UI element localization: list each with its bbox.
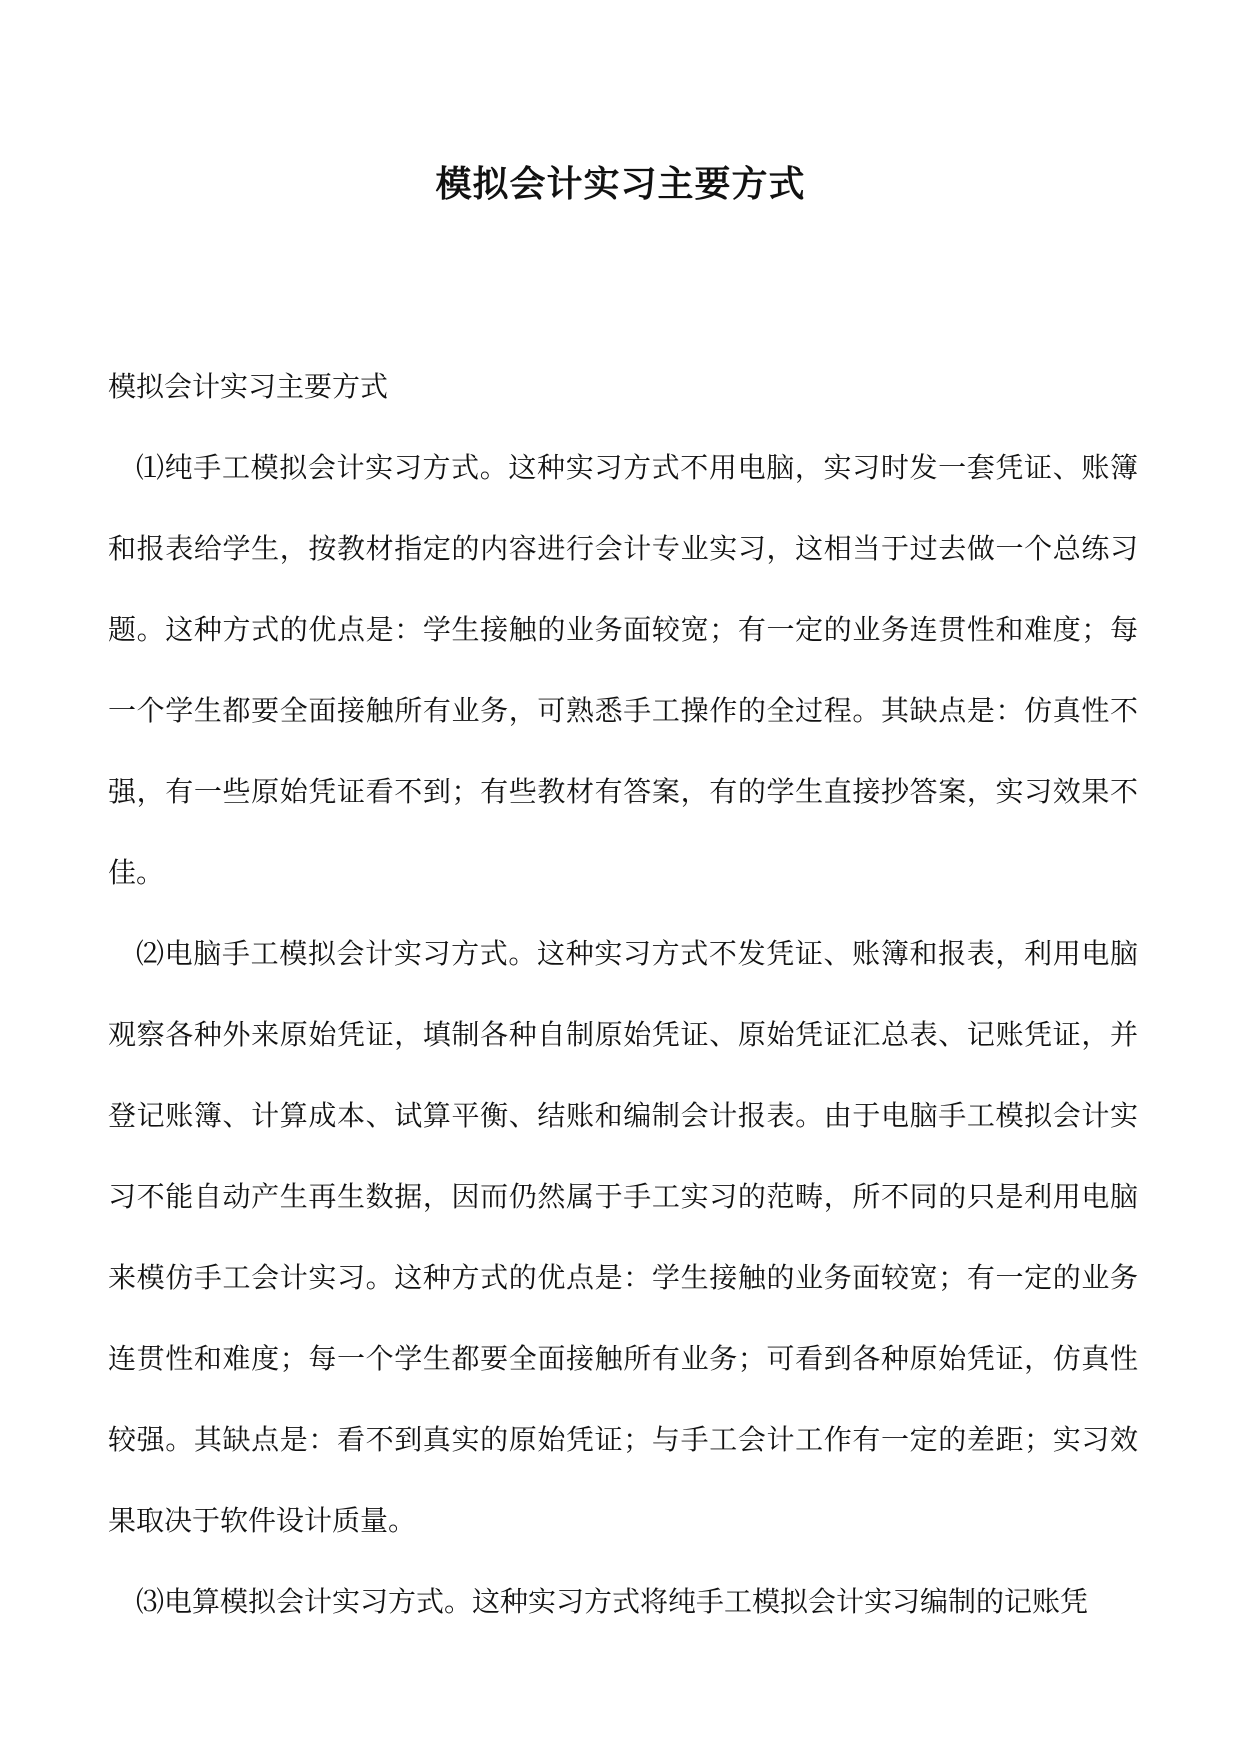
section-heading: 模拟会计实习主要方式 <box>108 370 389 403</box>
document-title: 模拟会计实习主要方式 <box>435 163 806 205</box>
document-body <box>108 346 1138 1642</box>
paragraph-3: ⑶电算模拟会计实习方式。这种实习方式将纯手工模拟会计实习编制的记账凭 <box>136 1585 1089 1618</box>
paragraph-2: ⑵电脑手工模拟会计实习方式。这种实习方式不发凭证、账簿和报表，利用电脑观察各种外来原始凭证，填制各种自制原始凭证、原始凭证汇总表、记账凭证，并登记账簿、计算成本、试算平衡、结账和编制会计报表。由于电脑手工模拟会计实习不能自动产生再生数据，因而仍然属于手工实习的范畴，所不同的只是利用电脑来模仿手工会计实习。这种方式的优点是：学生接触的业务面较宽；有一定的业务连贯性和难度；每一个学生都要全面接触所有业务；可看到各种原始凭证，仿真性较强。其缺点是：看不到真实的原始凭证；与手工会计工作有一定的差距；实习效果取决于软件设计质量。 <box>108 937 1138 1537</box>
paragraph-1: ⑴纯手工模拟会计实习方式。这种实习方式不用电脑，实习时发一套凭证、账簿和报表给学生，按教材指定的内容进行会计专业实习，这相当于过去做一个总练习题。这种方式的优点是：学生接触的业务面较宽；有一定的业务连贯性和难度；每一个学生都要全面接触所有业务，可熟悉手工操作的全过程。其缺点是：仿真性不强，有一些原始凭证看不到；有些教材有答案，有的学生直接抄答案，实习效果不佳。 <box>108 451 1138 889</box>
